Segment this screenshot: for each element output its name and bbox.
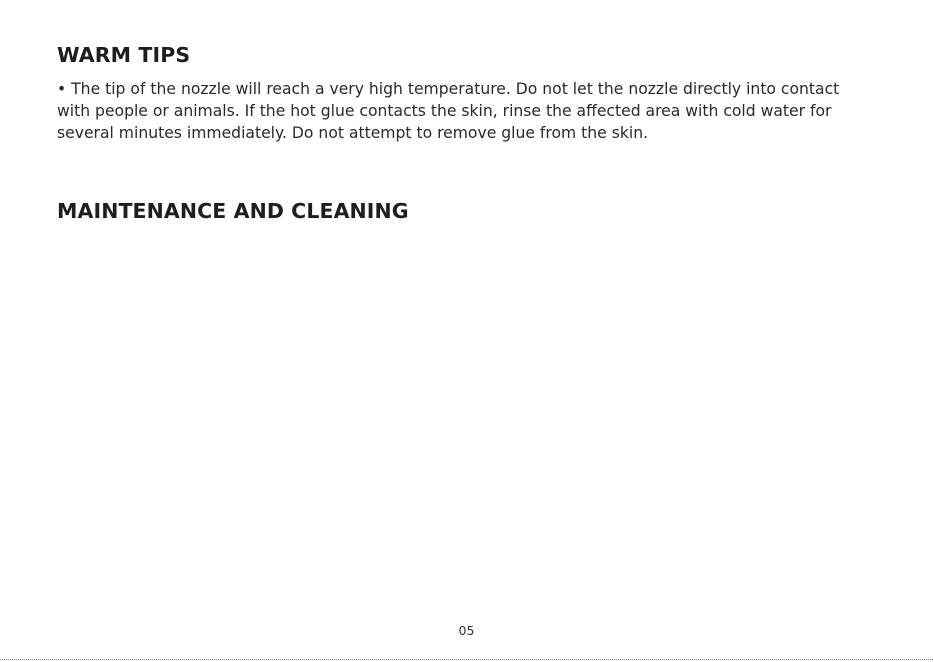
- bottom-divider: [0, 659, 933, 660]
- page-number: 05: [458, 623, 475, 638]
- warm-tips-heading: WARM TIPS: [57, 43, 191, 67]
- warm-tips-line: • The tip of the nozzle will reach a very high temperature. Do not let the nozzle directly into contact: [57, 80, 840, 98]
- maintenance-cleaning-heading: MAINTENANCE AND CLEANING: [57, 199, 409, 223]
- warm-tips-line: with people or animals. If the hot glue contacts the skin, rinse the affected area with cold water for: [57, 102, 832, 120]
- warm-tips-line: several minutes immediately. Do not attempt to remove glue from the skin.: [57, 124, 649, 142]
- warm-tips-paragraph: [57, 78, 877, 144]
